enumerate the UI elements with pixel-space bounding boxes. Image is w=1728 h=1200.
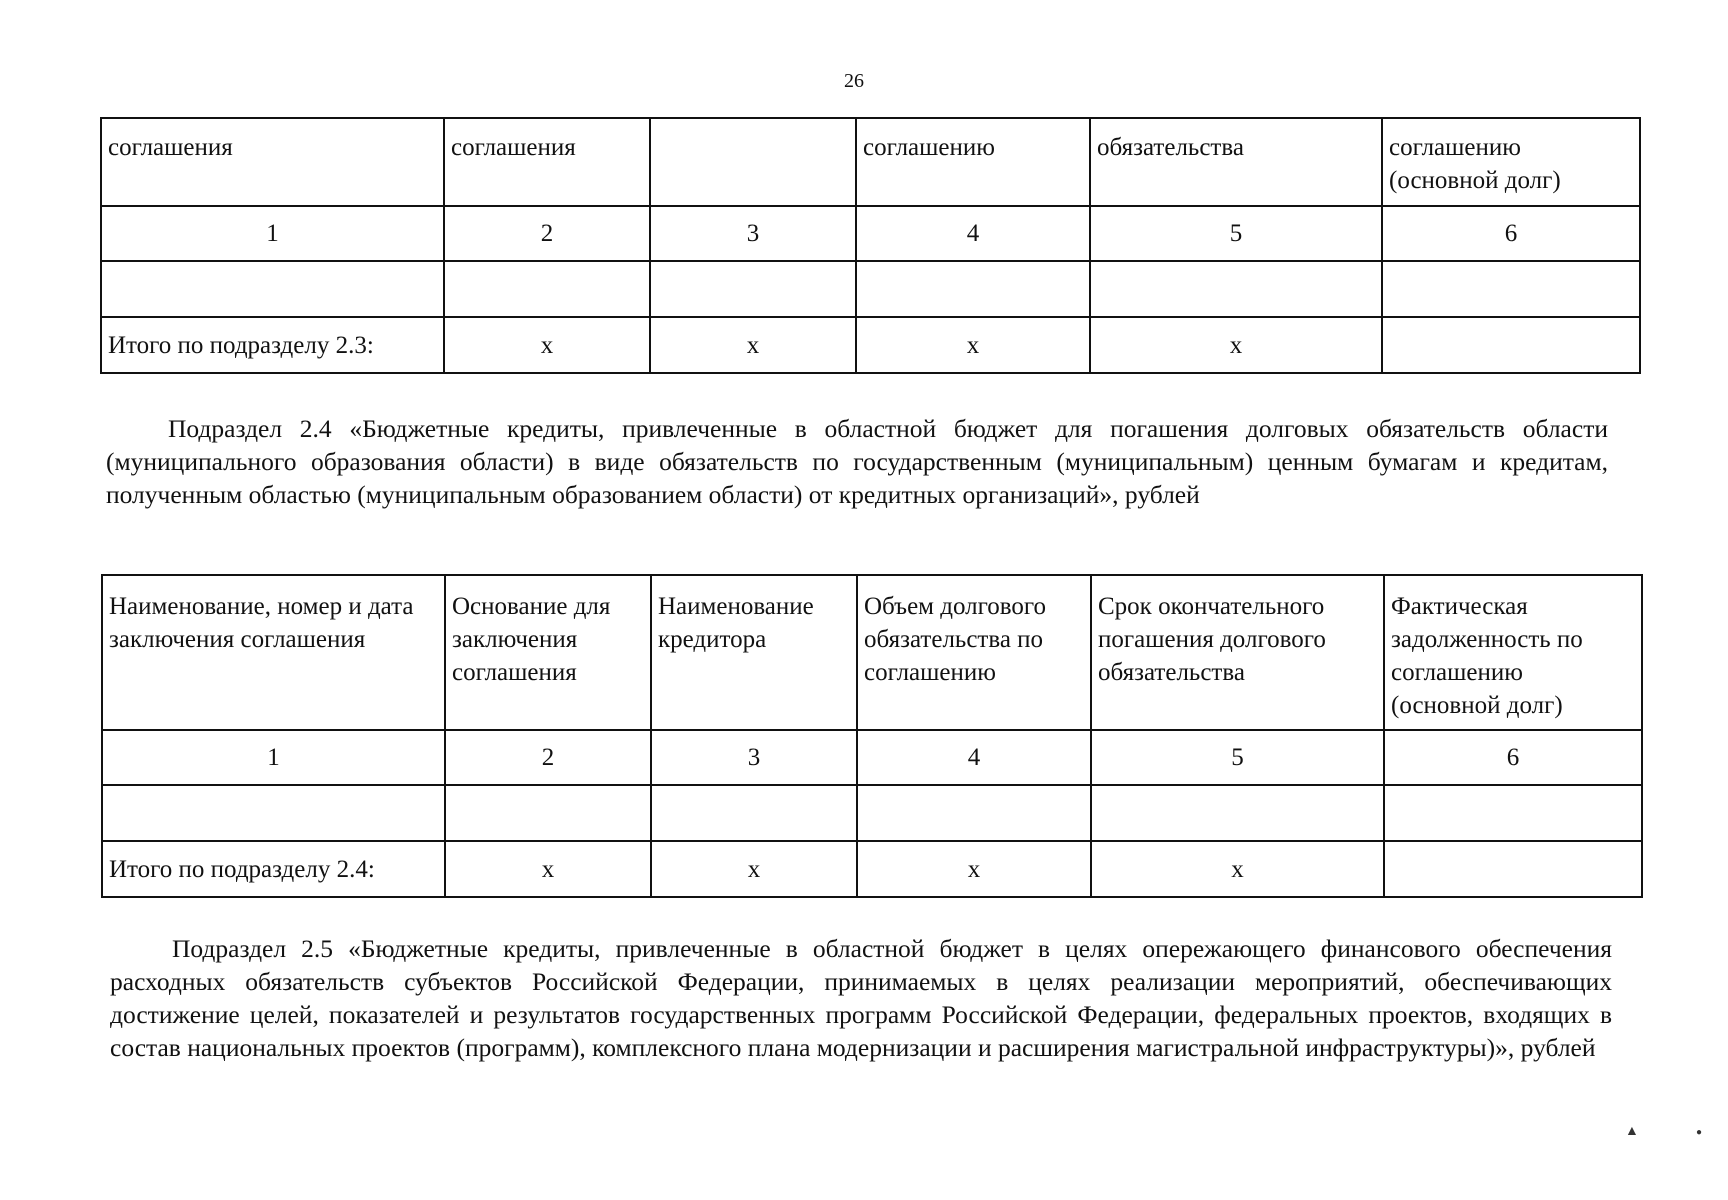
total-cell: x <box>1091 841 1384 897</box>
total-cell <box>1384 841 1642 897</box>
column-number: 1 <box>101 206 444 261</box>
scan-speck: ● <box>1696 1127 1703 1138</box>
data-cell <box>857 785 1091 841</box>
data-cell <box>101 261 444 317</box>
header-cell: Наименование, номер и дата заключения соглашения <box>102 575 445 730</box>
total-label: Итого по подразделу 2.4: <box>102 841 445 897</box>
total-cell: x <box>856 317 1090 373</box>
scan-speck: ▲ <box>1625 1124 1639 1139</box>
header-cell: Объем долгового обязательства по соглашению <box>857 575 1091 730</box>
column-number: 3 <box>650 206 856 261</box>
header-cell: Наименование кредитора <box>651 575 857 730</box>
column-number: 5 <box>1091 730 1384 785</box>
table-subsection-2-3 <box>100 117 1641 374</box>
column-number: 4 <box>856 206 1090 261</box>
data-cell <box>102 785 445 841</box>
column-number-row <box>102 730 1642 785</box>
data-cell <box>650 261 856 317</box>
header-cell: Фактическая задолженность по соглашению (основной долг) <box>1384 575 1642 730</box>
column-number: 6 <box>1384 730 1642 785</box>
header-cell: соглашения <box>101 118 444 206</box>
data-cell <box>1091 785 1384 841</box>
total-cell: x <box>651 841 857 897</box>
total-cell: x <box>650 317 856 373</box>
column-number: 6 <box>1382 206 1640 261</box>
total-cell <box>1382 317 1640 373</box>
data-cell <box>1384 785 1642 841</box>
column-number: 3 <box>651 730 857 785</box>
data-cell <box>444 261 650 317</box>
header-cell <box>650 118 856 206</box>
data-cell <box>445 785 651 841</box>
total-cell: x <box>445 841 651 897</box>
column-number-row <box>101 206 1640 261</box>
table-row <box>101 261 1640 317</box>
table-row <box>102 785 1642 841</box>
total-cell: x <box>1090 317 1382 373</box>
total-row <box>101 317 1640 373</box>
subsection-2-5-heading: Подраздел 2.5 «Бюджетные кредиты, привлеченные в областной бюджет в целях опережающего финансового обеспечения расходных обязательств субъектов Российской Федерации, принимаемых в целях реализации мероприятий, обеспечивающих достижение целей, показателей и результатов государственных программ Российской Федерации, федеральных проектов, входящих в состав национальных проектов (программ), комплексного плана модернизации и расширения магистральной инфраструктуры)», рублей <box>110 934 1612 1062</box>
header-cell: Основание для заключения соглашения <box>445 575 651 730</box>
column-number: 5 <box>1090 206 1382 261</box>
subsection-2-4-heading: Подраздел 2.4 «Бюджетные кредиты, привлеченные в областной бюджет для погашения долговых обязательств области (муниципального образования области) в виде обязательств по государственным (муниципальным) ценным бумагам и кредитам, полученным областью (муниципальным образованием области) от кредитных организаций», рублей <box>106 414 1608 509</box>
table-header-row <box>102 575 1642 730</box>
column-number: 2 <box>445 730 651 785</box>
column-number: 1 <box>102 730 445 785</box>
total-cell: x <box>857 841 1091 897</box>
column-number: 2 <box>444 206 650 261</box>
column-number: 4 <box>857 730 1091 785</box>
header-cell: обязательства <box>1090 118 1382 206</box>
total-cell: x <box>444 317 650 373</box>
header-cell: Срок окончательного погашения долгового обязательства <box>1091 575 1384 730</box>
table-header-row <box>101 118 1640 206</box>
header-cell: соглашению (основной долг) <box>1382 118 1640 206</box>
total-label: Итого по подразделу 2.3: <box>101 317 444 373</box>
page-number: 26 <box>844 70 864 92</box>
data-cell <box>856 261 1090 317</box>
total-row <box>102 841 1642 897</box>
table-subsection-2-4 <box>101 574 1643 898</box>
data-cell <box>1382 261 1640 317</box>
data-cell <box>651 785 857 841</box>
header-cell: соглашению <box>856 118 1090 206</box>
data-cell <box>1090 261 1382 317</box>
header-cell: соглашения <box>444 118 650 206</box>
